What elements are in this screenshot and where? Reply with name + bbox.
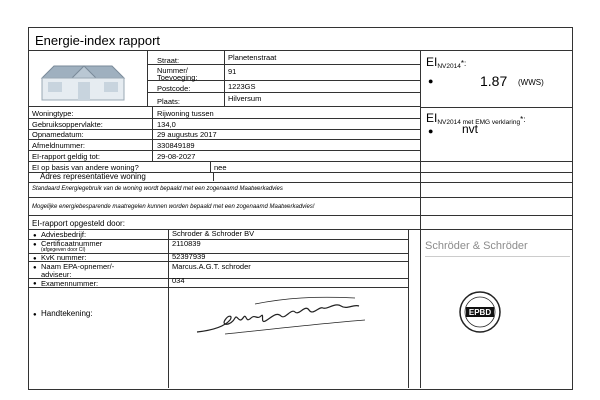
logo-underline bbox=[425, 256, 570, 257]
afmeldnummer-value: 330849189 bbox=[157, 141, 195, 150]
plaats-value: Hilversum bbox=[228, 94, 262, 103]
row-line bbox=[28, 139, 420, 140]
row-line bbox=[28, 129, 420, 130]
representative-border bbox=[213, 172, 214, 181]
gebruiksoppervlakte-value: 134,0 bbox=[157, 120, 176, 129]
ei-emg-value: nvt bbox=[462, 122, 479, 136]
woningtype-value: Rijwoning tussen bbox=[157, 109, 214, 118]
standard-usage-note: Standaard Energiegebruik van de woning wordt bepaald met een zogenaamd Maatwerkadvies bbox=[32, 186, 283, 192]
bullet-icon: ● bbox=[428, 76, 434, 86]
row-line bbox=[28, 182, 573, 183]
address-left-border bbox=[147, 50, 148, 106]
adviesbedrijf-value: Schroder & Schroder BV bbox=[172, 229, 255, 238]
row-line bbox=[28, 150, 420, 151]
ei-unit: (WWS) bbox=[518, 78, 544, 87]
naam-label-1: Naam EPA-opnemer/- bbox=[41, 262, 115, 271]
title-divider bbox=[28, 50, 573, 51]
row-line bbox=[147, 64, 420, 65]
geldig-tot-label: EI-rapport geldig tot: bbox=[32, 152, 100, 161]
naam-label-2: adviseur: bbox=[41, 270, 72, 279]
postcode-value: 1223GS bbox=[228, 82, 256, 91]
afmeldnummer-label: Afmeldnummer: bbox=[32, 141, 85, 150]
savings-note: Mogelijke energiebesparende maatregelen kunnen worden bepaald met een zogenaamd Maatwerkadvies! bbox=[32, 204, 315, 210]
handtekening-label: Handtekening: bbox=[41, 309, 93, 318]
certificaat-value: 2110839 bbox=[172, 239, 201, 248]
ei-value: 1.87 bbox=[480, 73, 508, 89]
answer-border bbox=[210, 161, 211, 172]
drawn-up-heading: EI-rapport opgesteld door: bbox=[32, 219, 125, 228]
company-logo: Schröder & Schröder bbox=[425, 240, 528, 252]
toevoeging-label: Toevoeging: bbox=[157, 73, 198, 82]
signature-icon bbox=[195, 290, 370, 340]
row-line bbox=[28, 161, 573, 162]
ei-label: EINV2014*: bbox=[426, 55, 467, 70]
naam-value: Marcus.A.G.T. schroder bbox=[172, 262, 251, 271]
ei-emg-label: EINV2014 met EMG verklaring*: bbox=[426, 111, 526, 126]
epbd-logo-icon bbox=[458, 290, 502, 334]
epbd-logo-text: EPBD bbox=[468, 308, 492, 317]
other-dwelling-question: EI op basis van andere woning? bbox=[32, 163, 139, 172]
page-title: Energie-index rapport bbox=[35, 33, 161, 48]
woningtype-label: Woningtype: bbox=[32, 109, 74, 118]
geldig-tot-value: 29-08-2027 bbox=[157, 152, 196, 161]
address-mid-border bbox=[224, 50, 225, 106]
straat-label: Straat: bbox=[157, 56, 180, 65]
certificaat-label: Certificaatnummer bbox=[41, 239, 103, 248]
opnamedatum-value: 29 augustus 2017 bbox=[157, 130, 217, 139]
nummer-value: 91 bbox=[228, 67, 237, 76]
plaats-label: Plaats: bbox=[157, 97, 180, 106]
opnamedatum-label: Opnamedatum: bbox=[32, 130, 84, 139]
certificaat-sublabel: (afgegeven door CI) bbox=[41, 247, 86, 253]
row-line bbox=[28, 229, 573, 230]
details-col-border bbox=[152, 106, 153, 161]
straat-value: Planetenstraat bbox=[228, 53, 277, 62]
ei-divider bbox=[420, 107, 573, 108]
representative-address: Adres representatieve woning bbox=[40, 172, 146, 181]
house-icon bbox=[32, 60, 130, 104]
row-line bbox=[28, 106, 420, 107]
drawn-up-right-border bbox=[408, 229, 409, 388]
right-column-border bbox=[420, 50, 421, 388]
postcode-label: Postcode: bbox=[157, 84, 191, 93]
examen-label: Examennummer: bbox=[41, 279, 99, 288]
nummer-label: Nummer/ bbox=[157, 66, 188, 75]
kvk-label: KvK nummer: bbox=[41, 253, 87, 262]
kvk-value: 52397939 bbox=[172, 252, 206, 261]
gebruiksoppervlakte-label: Gebruiksoppervlakte: bbox=[32, 120, 103, 129]
bullet-icon: ● bbox=[428, 126, 434, 136]
row-line bbox=[28, 287, 408, 288]
examen-value: 034 bbox=[172, 276, 185, 285]
row-line bbox=[28, 118, 420, 119]
row-line bbox=[28, 215, 573, 216]
other-dwelling-answer: nee bbox=[214, 163, 227, 172]
adviesbedrijf-label: Adviesbedrijf: bbox=[41, 230, 87, 239]
row-line bbox=[28, 197, 573, 198]
